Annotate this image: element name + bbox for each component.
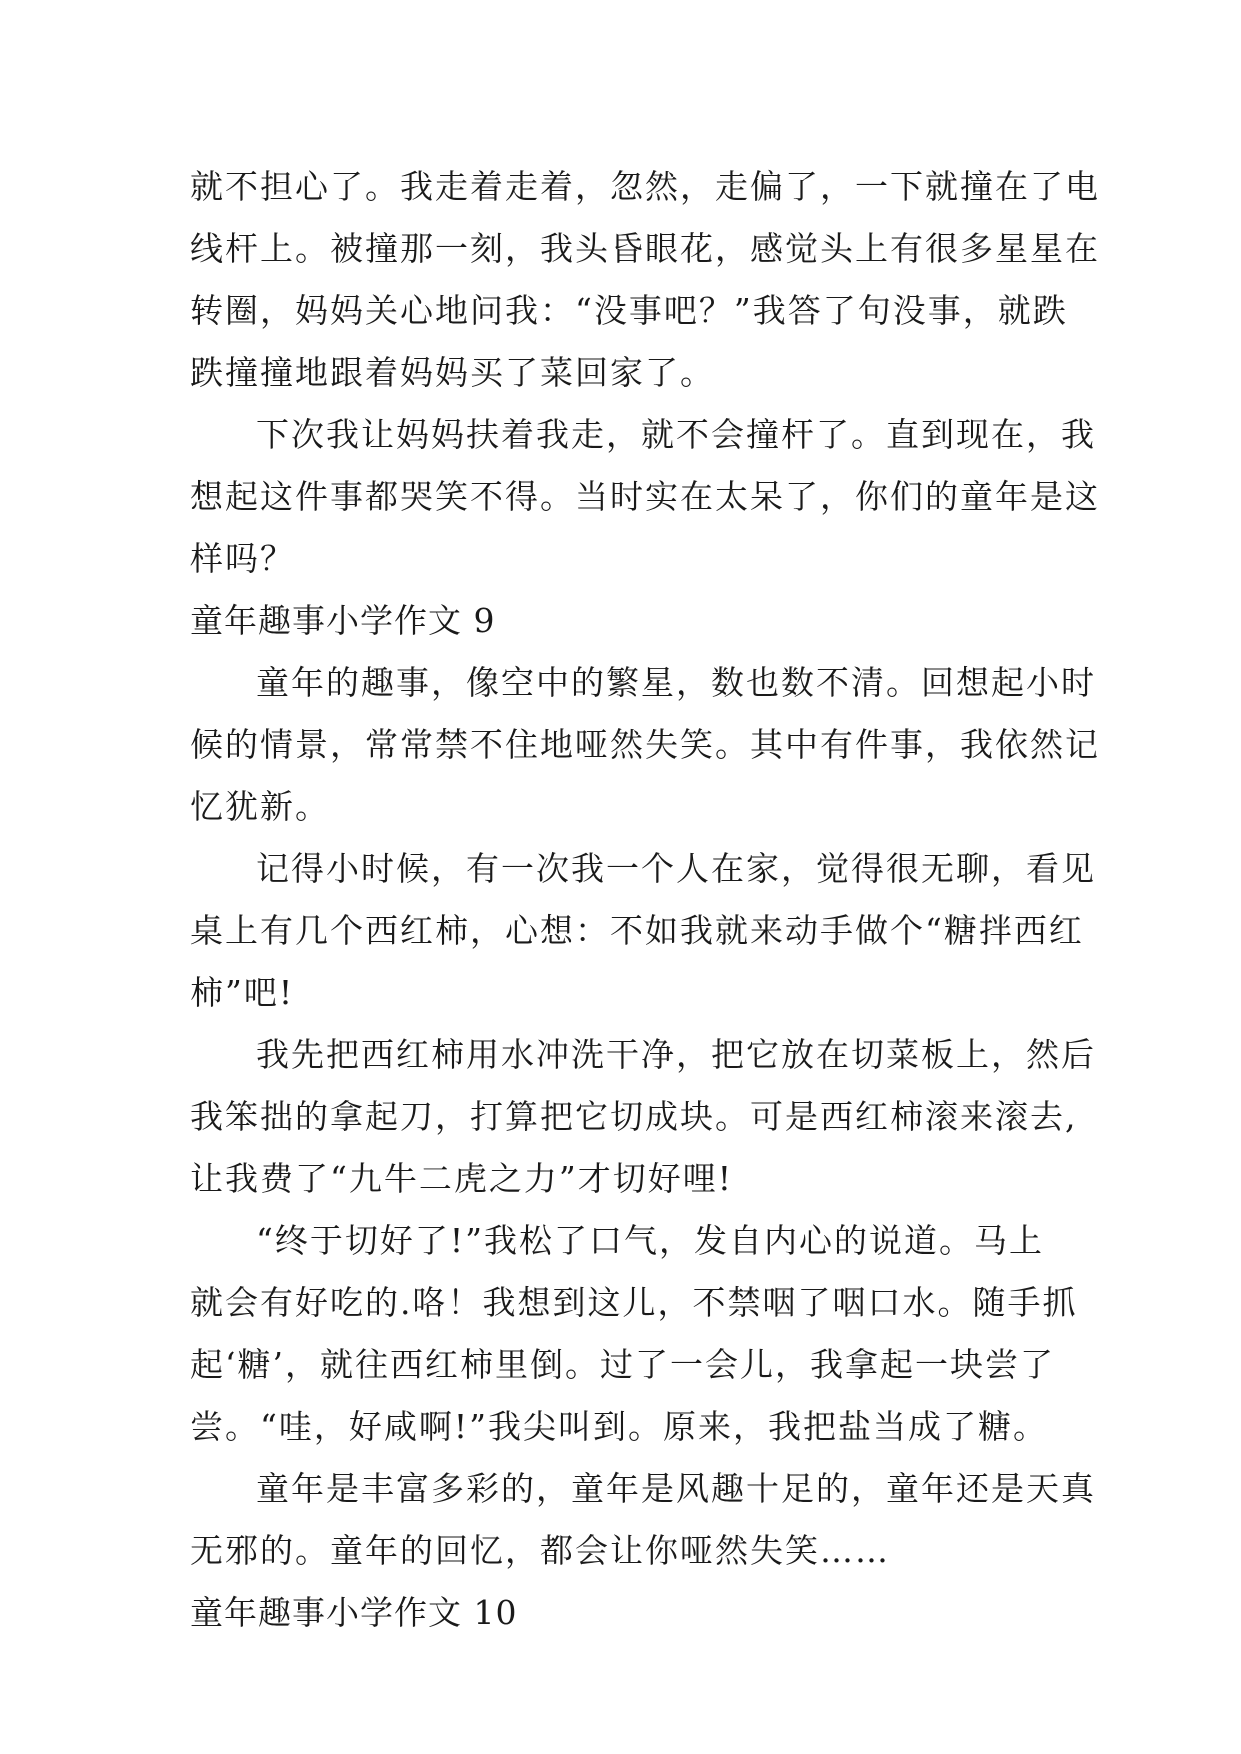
text-line: 我笨拙的拿起刀，打算把它切成块。可是西红柿滚来滚去, bbox=[190, 1097, 1078, 1136]
text-line: 转圈，妈妈关心地问我：“没事吧？”我答了句没事，就跌 bbox=[190, 291, 1068, 330]
text-line: 就不担心了。我走着走着，忽然，走偏了，一下就撞在了电 bbox=[190, 167, 1100, 206]
text-line: 童年是丰富多彩的，童年是风趣十足的，童年还是天真 bbox=[256, 1469, 1096, 1508]
text-line: 无邪的。童年的回忆，都会让你哑然失笑…… bbox=[190, 1531, 890, 1570]
text-line: 想起这件事都哭笑不得。当时实在太呆了，你们的童年是这 bbox=[190, 477, 1100, 516]
text-line: 让我费了“九牛二虎之力”才切好哩! bbox=[190, 1159, 734, 1198]
section-heading: 童年趣事小学作文 10 bbox=[190, 1593, 518, 1632]
text-line: 线杆上。被撞那一刻，我头昏眼花，感觉头上有很多星星在 bbox=[190, 229, 1100, 268]
text-line: 下次我让妈妈扶着我走，就不会撞杆了。直到现在，我 bbox=[256, 415, 1096, 454]
text-line: 样吗？ bbox=[190, 539, 295, 578]
text-line: 就会有好吃的.咯！我想到这儿，不禁咽了咽口水。随手抓 bbox=[190, 1283, 1078, 1322]
text-line: “终于切好了!”我松了口气，发自内心的说道。马上 bbox=[256, 1221, 1045, 1260]
text-line: 候的情景，常常禁不住地哑然失笑。其中有件事，我依然记 bbox=[190, 725, 1100, 764]
text-line: 尝。“哇，好咸啊!”我尖叫到。原来，我把盐当成了糖。 bbox=[190, 1407, 1049, 1446]
text-line: 忆犹新。 bbox=[190, 787, 330, 826]
section-heading: 童年趣事小学作文 9 bbox=[190, 601, 496, 640]
text-line: 柿”吧! bbox=[190, 973, 295, 1012]
text-line: 记得小时候，有一次我一个人在家，觉得很无聊，看见 bbox=[256, 849, 1096, 888]
text-line: 桌上有几个西红柿，心想：不如我就来动手做个“糖拌西红 bbox=[190, 911, 1084, 950]
text-line: 起‘糖’，就往西红柿里倒。过了一会儿，我拿起一块尝了 bbox=[190, 1345, 1055, 1384]
text-line: 我先把西红柿用水冲洗干净，把它放在切菜板上，然后 bbox=[256, 1035, 1096, 1074]
text-line: 跌撞撞地跟着妈妈买了菜回家了。 bbox=[190, 353, 715, 392]
document-page bbox=[190, 156, 1100, 1644]
text-line: 童年的趣事，像空中的繁星，数也数不清。回想起小时 bbox=[256, 663, 1096, 702]
